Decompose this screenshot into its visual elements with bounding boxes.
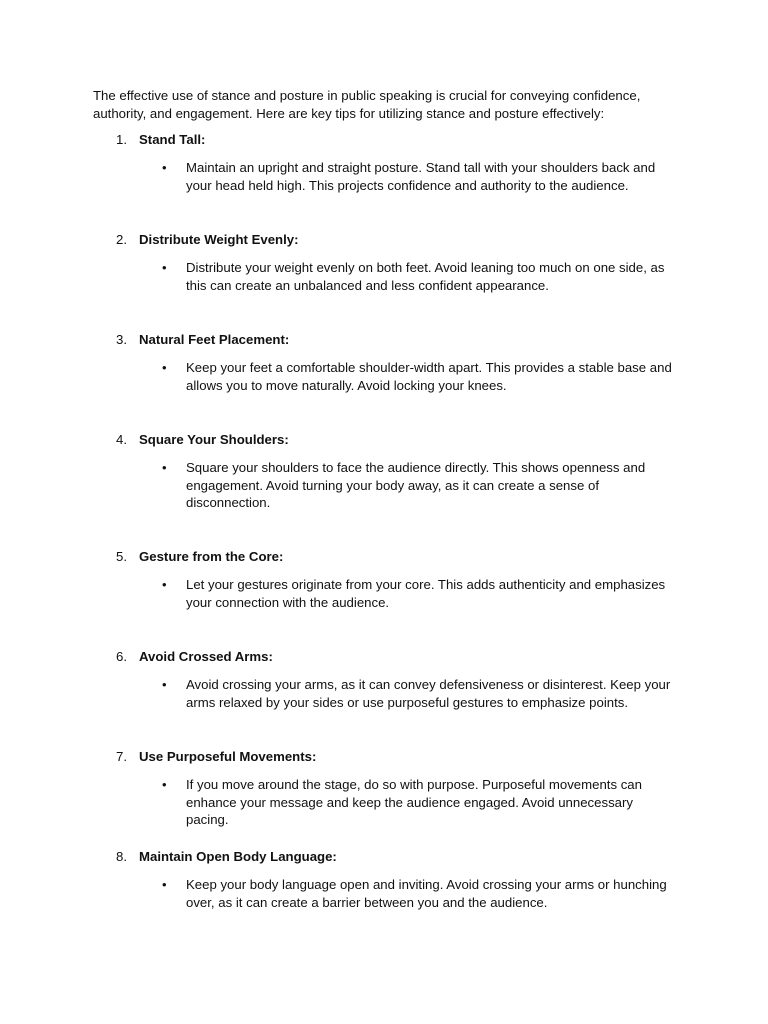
bullet-icon: • <box>162 877 167 892</box>
tip-title: Stand Tall: <box>139 132 206 147</box>
tip-text: If you move around the stage, do so with purpose. Purposeful movements can enhance your message and keep the audience engaged. Avoid unnecessary pacing. <box>186 777 642 827</box>
tip-text: Square your shoulders to face the audience directly. This shows openness and engagement. Avoid turning your body away, as it can create a sense of disconnection. <box>186 460 646 510</box>
bullet-icon: • <box>162 577 167 592</box>
tip-number: 2. <box>116 232 127 247</box>
bullet-icon: • <box>162 460 167 475</box>
bullet-icon: • <box>162 360 167 375</box>
tip-item <box>0 131 768 231</box>
tip-item <box>0 648 768 748</box>
tip-text: Maintain an upright and straight posture. Stand tall with your shoulders back and your head held high. This projects confidence and authority to the audience. <box>186 160 656 193</box>
intro-paragraph: The effective use of stance and posture in public speaking is crucial for conveying confidence, authority, and engagement. Here are key tips for utilizing stance and posture effectively: <box>93 88 641 121</box>
tip-number: 6. <box>116 649 127 664</box>
tip-text: Keep your feet a comfortable shoulder-width apart. This provides a stable base and allows you to move naturally. Avoid locking your knees. <box>186 360 672 393</box>
tip-text: Distribute your weight evenly on both feet. Avoid leaning too much on one side, as this can create an unbalanced and less confident appearance. <box>186 260 665 293</box>
tip-number: 5. <box>116 549 127 564</box>
tip-number: 1. <box>116 132 127 147</box>
tip-title: Square Your Shoulders: <box>139 432 289 447</box>
tip-text: Keep your body language open and inviting. Avoid crossing your arms or hunching over, as it can create a barrier between you and the audience. <box>186 877 667 910</box>
tip-title: Avoid Crossed Arms: <box>139 649 273 664</box>
tips-list <box>0 131 768 948</box>
bullet-icon: • <box>162 260 167 275</box>
bullet-icon: • <box>162 677 167 692</box>
bullet-icon: • <box>162 160 167 175</box>
tip-item <box>0 848 768 948</box>
tip-title: Gesture from the Core: <box>139 549 284 564</box>
tip-number: 7. <box>116 749 127 764</box>
tip-item <box>0 431 768 548</box>
tip-item <box>0 748 768 848</box>
tip-text: Let your gestures originate from your core. This adds authenticity and emphasizes your connection with the audience. <box>186 577 666 610</box>
tip-title: Natural Feet Placement: <box>139 332 290 347</box>
tip-number: 8. <box>116 849 127 864</box>
tip-item <box>0 331 768 431</box>
tip-title: Maintain Open Body Language: <box>139 849 337 864</box>
tip-item <box>0 548 768 648</box>
tip-item <box>0 231 768 331</box>
tip-title: Use Purposeful Movements: <box>139 749 317 764</box>
bullet-icon: • <box>162 777 167 792</box>
tip-number: 4. <box>116 432 127 447</box>
tip-text: Avoid crossing your arms, as it can convey defensiveness or disinterest. Keep your arms relaxed by your sides or use purposeful gestures to emphasize points. <box>186 677 671 710</box>
tip-title: Distribute Weight Evenly: <box>139 232 299 247</box>
tip-number: 3. <box>116 332 127 347</box>
